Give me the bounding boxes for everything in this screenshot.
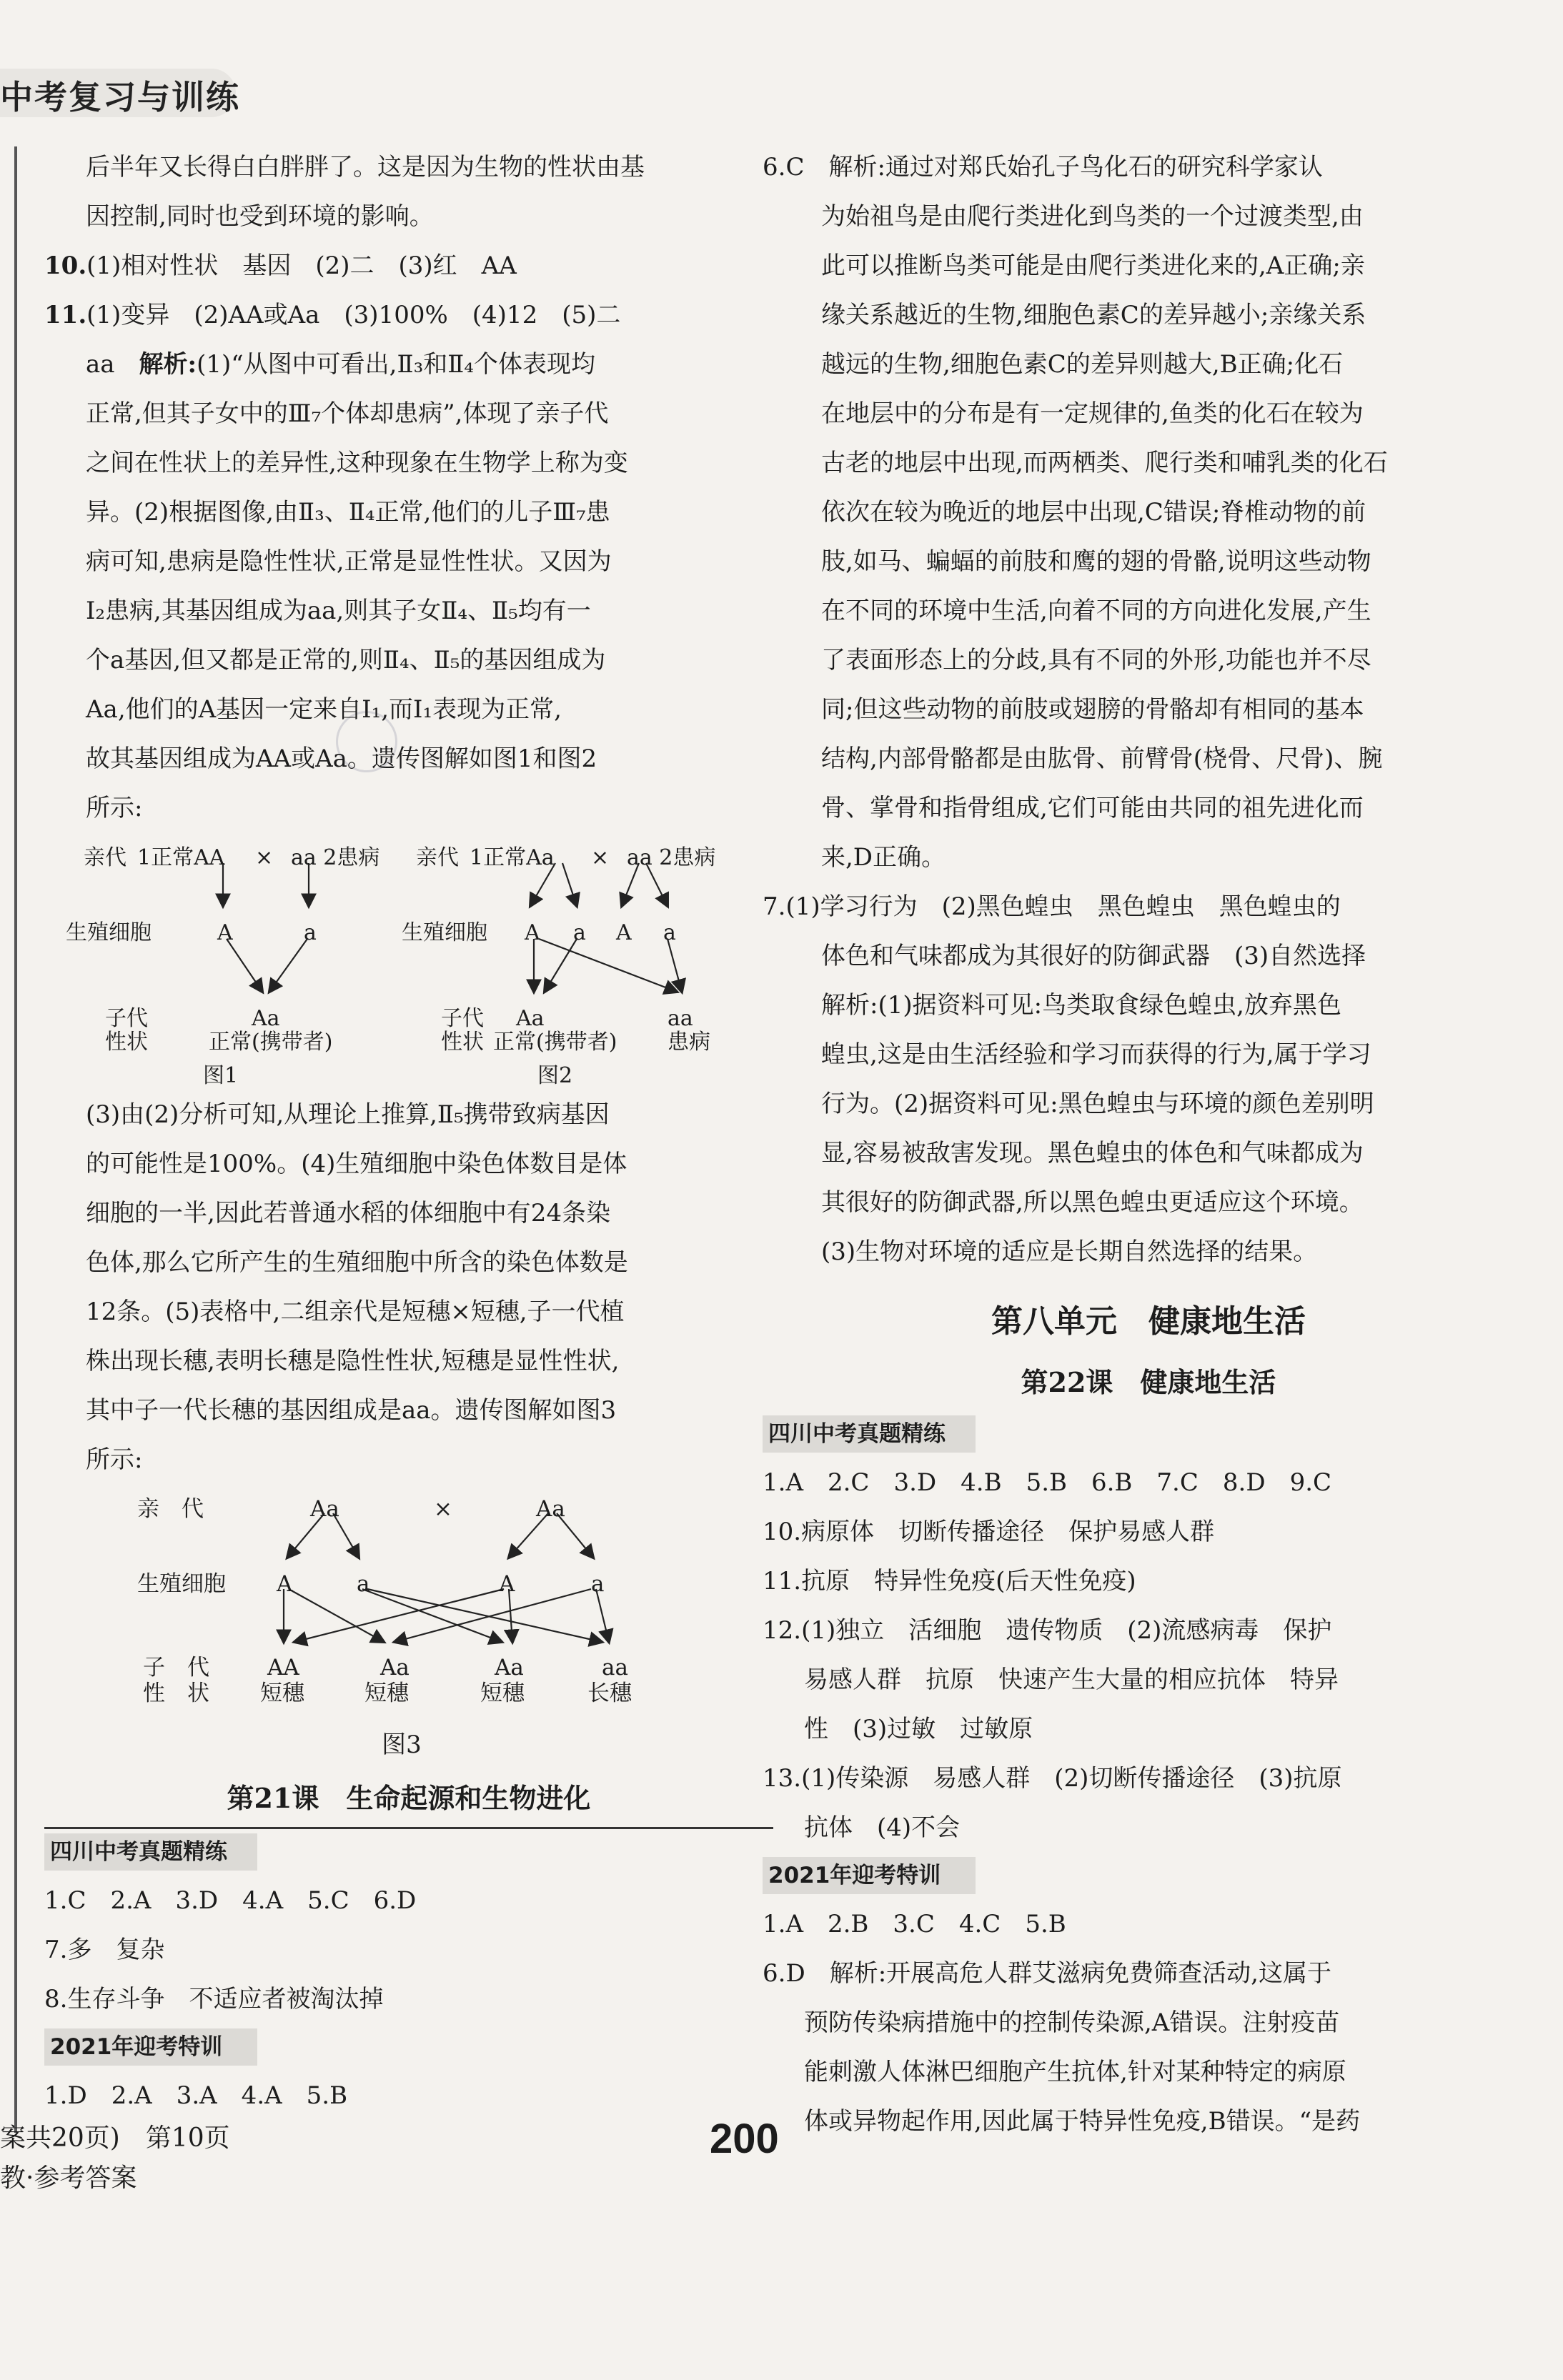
text-line: 体色和气味都成为其很好的防御武器 (3)自然选择 xyxy=(821,942,1366,970)
answer-line: 7.多 复杂 xyxy=(44,1936,165,1964)
fig2-parent1: 1正常Aa xyxy=(470,845,555,870)
margin-rule xyxy=(14,146,17,2133)
text-line: 所示: xyxy=(86,1445,143,1474)
text-line: (3)生物对环境的适应是长期自然选择的结果。 xyxy=(821,1238,1318,1266)
answer-line: 6.D 解析:开展高危人群艾滋病免费筛查活动,这属于 xyxy=(763,1959,1331,1988)
answer-11-cont: aa xyxy=(86,350,115,379)
text-line: 行为。(2)据资料可见:黑色蝗虫与环境的颜色差别明 xyxy=(821,1090,1374,1118)
trait: 正常(携带者) xyxy=(209,1030,333,1055)
label-zd: 子 代 xyxy=(143,1655,209,1681)
label-qin: 亲代 xyxy=(416,845,459,870)
times: × xyxy=(434,1496,452,1522)
analysis-label: 解析: xyxy=(139,350,197,379)
text-line: 同;但这些动物的前肢或翅膀的骨骼却有相同的基本 xyxy=(821,695,1364,724)
footer-line-1: 案共20页) 第10页 xyxy=(0,2123,230,2153)
text-line: 病可知,患病是隐性性状,正常是显性性状。又因为 xyxy=(86,547,612,576)
arrow xyxy=(269,939,307,992)
text-line: 7.(1)学习行为 (2)黑色蝗虫 黑色蝗虫 黑色蝗虫的 xyxy=(763,892,1341,921)
fig1-parent1: 1正常AA xyxy=(137,845,225,870)
text-line: 缘关系越近的生物,细胞色素C的差异越小;亲缘关系 xyxy=(821,301,1366,329)
section-tag: 2021年迎考特训 xyxy=(763,1857,976,1894)
gamete: a xyxy=(663,920,676,945)
answer-line: 1.C 2.A 3.D 4.A 5.C 6.D xyxy=(44,1886,417,1915)
text-line: 细胞的一半,因此若普通水稻的体细胞中有24条染 xyxy=(86,1199,611,1228)
answer-line: 13.(1)传染源 易感人群 (2)切断传播途径 (3)抗原 xyxy=(763,1764,1342,1793)
section-tag: 四川中考真题精练 xyxy=(763,1415,976,1453)
unit-8-title: 第八单元 健康地生活 xyxy=(991,1303,1306,1340)
text-line: 依次在较为晚近的地层中出现,C错误;脊椎动物的前 xyxy=(821,498,1366,527)
trait: 短穗 xyxy=(480,1681,525,1706)
answer-line: 抗体 (4)不会 xyxy=(804,1813,961,1842)
footer-line-2: 教·参考答案 xyxy=(0,2164,137,2193)
answer-line: 体或异物起作用,因此属于特异性免疫,B错误。“是药 xyxy=(804,2107,1360,2136)
text-line: 越远的生物,细胞色素C的差异则越大,B正确;化石 xyxy=(821,350,1344,379)
gamete: a xyxy=(357,1571,370,1597)
arrow xyxy=(395,1589,591,1642)
trait: 短穗 xyxy=(260,1681,304,1706)
gamete: A xyxy=(499,1571,515,1597)
answer-line: 11.抗原 特异性免疫(后天性免疫) xyxy=(763,1567,1136,1595)
text-line: 结构,内部骨骼都是由肱骨、前臂骨(桡骨、尺骨)、腕 xyxy=(821,745,1383,773)
trait: 正常(携带者) xyxy=(493,1030,617,1055)
genetic-diagram-fig3 xyxy=(44,1485,759,1721)
label-xz: 性状 xyxy=(441,1030,484,1055)
text-line: 在不同的环境中生活,向着不同的方向进化发展,产生 xyxy=(821,597,1371,625)
text-line: 蝗虫,这是由生活经验和学习而获得的行为,属于学习 xyxy=(821,1040,1371,1069)
answer-line: 1.A 2.C 3.D 4.B 5.B 6.B 7.C 8.D 9.C xyxy=(763,1468,1332,1497)
genetic-diagram-fig1-fig2 xyxy=(44,833,759,1090)
offspring: aa xyxy=(602,1655,628,1681)
text-line: Ⅰ₂患病,其基因组成为aa,则其子女Ⅱ₄、Ⅱ₅均有一 xyxy=(86,597,591,625)
text-line: 因控制,同时也受到环境的影响。 xyxy=(86,202,434,231)
answer-line: 10.病原体 切断传播途径 保护易感人群 xyxy=(763,1518,1215,1546)
gamete: a xyxy=(573,920,586,945)
times: × xyxy=(591,845,610,870)
answer-line: 12.(1)独立 活细胞 遗传物质 (2)流感病毒 保护 xyxy=(763,1616,1332,1645)
offspring: Aa xyxy=(516,1006,545,1031)
text-line: (1)“从图中可看出,Ⅱ₃和Ⅱ₄个体表现均 xyxy=(197,350,595,379)
text-line: Aa,他们的A基因一定来自Ⅰ₁,而Ⅰ₁表现为正常, xyxy=(86,695,562,724)
label-sz: 生殖细胞 xyxy=(137,1571,226,1597)
text-line: 所示: xyxy=(86,794,143,822)
label-zd: 子代 xyxy=(441,1006,484,1031)
gamete: A xyxy=(277,1571,293,1597)
footer xyxy=(0,2118,230,2199)
text-line: 古老的地层中出现,而两栖类、爬行类和哺乳类的化石 xyxy=(821,449,1388,477)
label-sz: 生殖细胞 xyxy=(402,920,487,945)
text-line: 6.C 解析:通过对郑氏始孔子鸟化石的研究科学家认 xyxy=(763,153,1323,181)
text-line: (3)由(2)分析可知,从理论上推算,Ⅱ₅携带致病基因 xyxy=(86,1100,610,1129)
arrow xyxy=(367,1589,602,1642)
text-line: 了表面形态上的分歧,具有不同的外形,功能也并不尽 xyxy=(821,646,1371,674)
text-line: 显,容易被敌害发现。黑色蝗虫的体色和气味都成为 xyxy=(821,1139,1364,1167)
label-qin: 亲 代 xyxy=(137,1496,204,1522)
text-line: 来,D正确。 xyxy=(821,843,946,872)
text-line: 在地层中的分布是有一定规律的,鱼类的化石在较为 xyxy=(821,399,1364,428)
answer-line: 8.生存斗争 不适应者被淘汰掉 xyxy=(44,1985,384,2013)
question-number: 10. xyxy=(44,252,87,280)
offspring: aa xyxy=(668,1006,693,1031)
text-line: 之间在性状上的差异性,这种现象在生物学上称为变 xyxy=(86,449,628,477)
parent: Aa xyxy=(536,1496,565,1522)
offspring: Aa xyxy=(495,1655,524,1681)
fig2-parent2: aa 2患病 xyxy=(627,845,716,870)
section-tag: 2021年迎考特训 xyxy=(44,2028,257,2066)
answer-line: 易感人群 抗原 快速产生大量的相应抗体 特异 xyxy=(804,1665,1339,1694)
label-xz: 性状 xyxy=(105,1030,148,1055)
arrow xyxy=(562,863,577,906)
figure-caption: 图2 xyxy=(537,1063,573,1088)
gamete: a xyxy=(591,1571,605,1597)
answer-11: (1)变异 (2)AA或Aa (3)100% (4)12 (5)二 xyxy=(86,301,621,329)
answer-10: (1)相对性状 基因 (2)二 (3)红 AA xyxy=(86,252,517,280)
lesson-22-title: 第22课 健康地生活 xyxy=(1021,1366,1276,1398)
figure-caption: 图3 xyxy=(382,1731,422,1759)
label-sz: 生殖细胞 xyxy=(66,920,152,945)
label-xz: 性 状 xyxy=(143,1681,209,1706)
trait: 患病 xyxy=(668,1030,710,1055)
offspring: AA xyxy=(267,1655,299,1681)
text-line: 骨、掌骨和指骨组成,它们可能由共同的祖先进化而 xyxy=(821,794,1364,822)
text-line: 肢,如马、蝙蝠的前肢和鹰的翅的骨骼,说明这些动物 xyxy=(821,547,1371,576)
answer-line: 1.D 2.A 3.A 4.A 5.B xyxy=(44,2081,348,2110)
answer-line: 性 (3)过敏 过敏原 xyxy=(804,1715,1033,1743)
gamete: A xyxy=(217,920,233,945)
text-line: 其中子一代长穗的基因组成是aa。遗传图解如图3 xyxy=(86,1396,617,1425)
header-title: 中考复习与训练 xyxy=(0,78,240,116)
text-line: 故其基因组成为AA或Aa。遗传图解如图1和图2 xyxy=(86,745,597,773)
answer-line: 1.A 2.B 3.C 4.C 5.B xyxy=(763,1910,1066,1938)
text-line: 为始祖鸟是由爬行类进化到鸟类的一个过渡类型,由 xyxy=(821,202,1364,231)
arrow xyxy=(539,939,677,992)
text-line: 株出现长穗,表明长穗是隐性性状,短穗是显性性状, xyxy=(86,1347,620,1375)
parent: Aa xyxy=(310,1496,339,1522)
text-line: 色体,那么它所产生的生殖细胞中所含的染色体数是 xyxy=(86,1248,628,1277)
label-zd: 子代 xyxy=(105,1006,148,1031)
times: × xyxy=(255,845,274,870)
gamete: a xyxy=(304,920,317,945)
text-line: 解析:(1)据资料可见:鸟类取食绿色蝗虫,放弃黑色 xyxy=(821,991,1341,1020)
gamete: A xyxy=(525,920,540,945)
offspring: Aa xyxy=(380,1655,410,1681)
text-line: 后半年又长得白白胖胖了。这是因为生物的性状由基 xyxy=(86,153,645,181)
text-line: 此可以推断鸟类可能是由爬行类进化来的,A正确;亲 xyxy=(821,252,1365,280)
answer-line: 预防传染病措施中的控制传染源,A错误。注射疫苗 xyxy=(804,2008,1340,2037)
question-number: 11. xyxy=(44,301,87,329)
text-line: 个a基因,但又都是正常的,则Ⅱ₄、Ⅱ₅的基因组成为 xyxy=(86,646,606,674)
section-tag: 四川中考真题精练 xyxy=(44,1833,257,1871)
text-line: 异。(2)根据图像,由Ⅱ₃、Ⅱ₄正常,他们的儿子Ⅲ₇患 xyxy=(86,498,610,527)
arrow xyxy=(362,1589,502,1642)
text-line: 12条。(5)表格中,二组亲代是短穗×短穗,子一代植 xyxy=(86,1298,625,1326)
figure-caption: 图1 xyxy=(203,1063,239,1088)
label-qin: 亲代 xyxy=(84,845,126,870)
text-line: 的可能性是100%。(4)生殖细胞中染色体数目是体 xyxy=(86,1150,627,1178)
gamete: A xyxy=(616,920,632,945)
trait: 长穗 xyxy=(587,1681,632,1706)
fig1-parent2: aa 2患病 xyxy=(291,845,380,870)
lesson-21-title: 第21课 生命起源和生物进化 xyxy=(44,1770,773,1829)
text-line: 正常,但其子女中的Ⅲ₇个体却患病”,体现了亲子代 xyxy=(86,399,609,428)
offspring: Aa xyxy=(252,1006,280,1031)
text-line: 其很好的防御武器,所以黑色蝗虫更适应这个环境。 xyxy=(821,1188,1364,1217)
trait: 短穗 xyxy=(364,1681,409,1706)
page-number: 200 xyxy=(710,2116,779,2162)
left-column xyxy=(44,143,759,2121)
right-column xyxy=(763,143,1534,2146)
answer-line: 能刺激人体淋巴细胞产生抗体,针对某种特定的病原 xyxy=(804,2058,1346,2086)
